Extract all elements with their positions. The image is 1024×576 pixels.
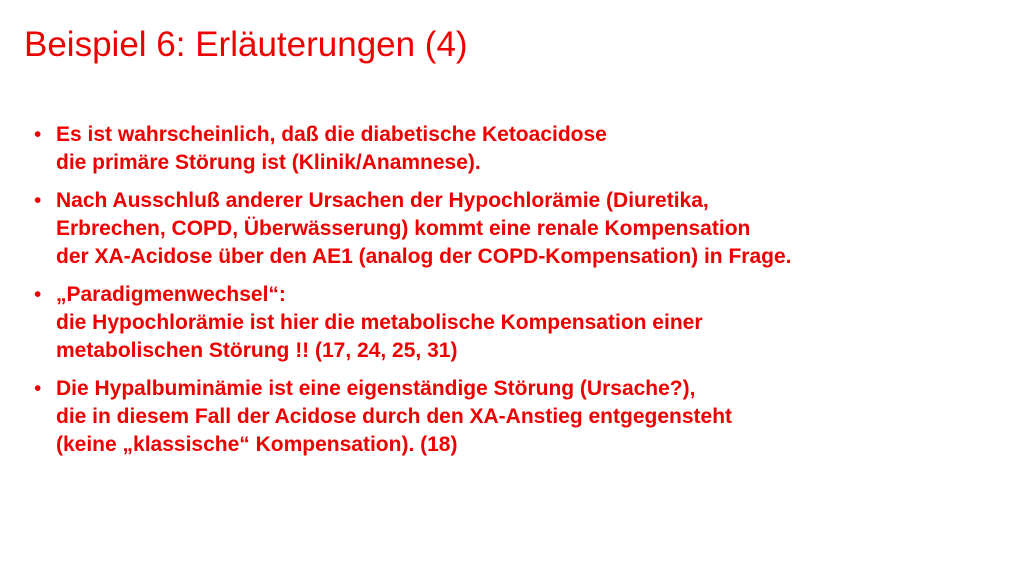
bullet-dot-icon: • [34, 189, 42, 212]
bullet-item [34, 375, 994, 459]
bullet-line: die in diesem Fall der Acidose durch den XA-Anstieg entgegensteht [56, 405, 733, 428]
bullet-line: die primäre Störung ist (Klinik/Anamnese). [56, 151, 481, 174]
bullet-line: Erbrechen, COPD, Überwässerung) kommt eine renale Kompensation [56, 217, 751, 240]
bullet-line-text: (keine „klassische“ Kompensation). [56, 433, 421, 456]
bullet-line: Die Hypalbuminämie ist eine eigenständige Störung (Ursache?), [56, 377, 696, 400]
bullet-item [34, 121, 994, 177]
bullet-line: Nach Ausschluß anderer Ursachen der Hypochlorämie (Diuretika, [56, 189, 709, 212]
bullet-line: metabolischen Störung !! (17, 24, 25, 31) [56, 339, 458, 362]
slide-title: Beispiel 6: Erläuterungen (4) [24, 25, 468, 64]
bullet-line-with-ref [56, 431, 994, 459]
bullet-dot-icon: • [34, 377, 42, 400]
bullet-item [34, 281, 994, 365]
bullet-line: die Hypochlorämie ist hier die metabolische Kompensation einer [56, 311, 703, 334]
bullet-item [34, 187, 994, 271]
bullet-list [34, 121, 994, 469]
bullet-line: der XA-Acidose über den AE1 (analog der COPD-Kompensation) in Frage. [56, 245, 792, 268]
bullet-dot-icon: • [34, 123, 42, 146]
reference-number: (18) [420, 433, 458, 456]
bullet-line: Es ist wahrscheinlich, daß die diabetische Ketoacidose [56, 123, 607, 146]
bullet-line: „Paradigmenwechsel“: [56, 283, 286, 306]
bullet-dot-icon: • [34, 283, 42, 306]
